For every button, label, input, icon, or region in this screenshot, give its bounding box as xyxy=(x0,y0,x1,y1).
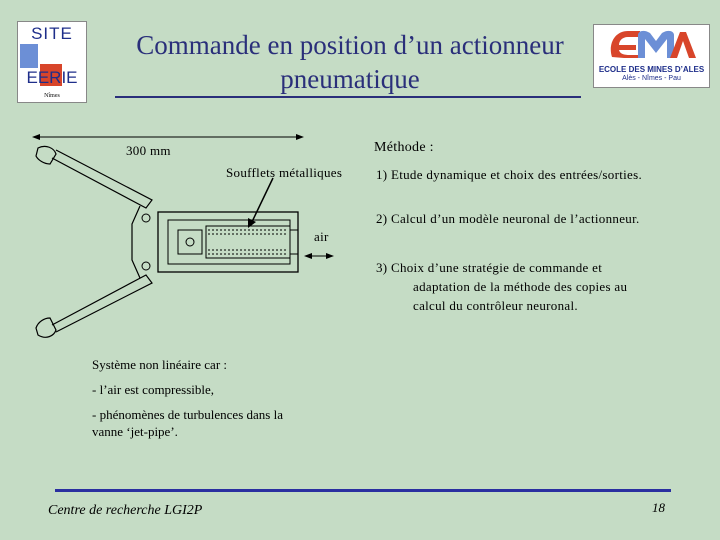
ema-emblem-icon xyxy=(604,27,699,61)
air-label: air xyxy=(314,229,329,244)
nonlinear-heading: Système non linéaire car : xyxy=(92,357,228,372)
method-item-3-line1: 3) Choix d’une stratégie de commande et xyxy=(376,260,603,275)
footer-rule xyxy=(55,489,671,492)
dimension-arrow-left xyxy=(32,134,40,140)
nonlinear-item-2-line1: - phénomènes de turbulences dans la xyxy=(92,407,283,422)
actuator-body xyxy=(158,212,298,272)
upper-jaw-tip xyxy=(36,146,56,164)
pivot-lower xyxy=(142,262,150,270)
bellows xyxy=(206,226,290,258)
logo-left-line3: Nîmes xyxy=(44,93,60,99)
method-item-3-line3: calcul du contrôleur neuronal. xyxy=(413,298,578,313)
dimension-label: 300 mm xyxy=(126,143,171,158)
logo-left-line2: EERIE xyxy=(26,68,78,87)
piston-block xyxy=(178,230,202,254)
pivot-upper xyxy=(142,214,150,222)
site-eerie-logo xyxy=(17,21,87,103)
lower-jaw-tip xyxy=(36,318,56,337)
method-item-3-line2: adaptation de la méthode des copies au xyxy=(413,279,628,294)
method-item-2: 2) Calcul d’un modèle neuronal de l’actionneur. xyxy=(376,211,640,226)
ecole-des-mines-logo xyxy=(593,24,710,88)
dimension-arrow-right xyxy=(296,134,304,140)
footer-text: Centre de recherche LGI2P xyxy=(48,503,203,518)
method-item-1: 1) Etude dynamique et choix des entrées/sorties. xyxy=(376,167,643,182)
logo-left-line1: SITE xyxy=(31,24,73,43)
bellows-label: Soufflets métalliques xyxy=(226,165,343,180)
nonlinear-item-1: - l’air est compressible, xyxy=(92,382,215,397)
title-underline xyxy=(115,96,581,98)
bellows-pointer xyxy=(250,178,273,226)
nonlinear-item-2-line2: vanne ‘jet-pipe’. xyxy=(92,424,178,439)
logo-right-line2: Alès - Nîmes - Pau xyxy=(622,75,681,82)
page-number: 18 xyxy=(652,500,665,515)
logo-blue-square xyxy=(20,44,38,68)
method-heading: Méthode : xyxy=(374,140,434,155)
linkage xyxy=(132,206,140,278)
lower-arm xyxy=(52,275,152,332)
logo-right-line1: ECOLE DES MINES D’ALES xyxy=(598,65,705,74)
slide-title: Commande en position d’un actionneur pneumatique xyxy=(136,30,564,94)
